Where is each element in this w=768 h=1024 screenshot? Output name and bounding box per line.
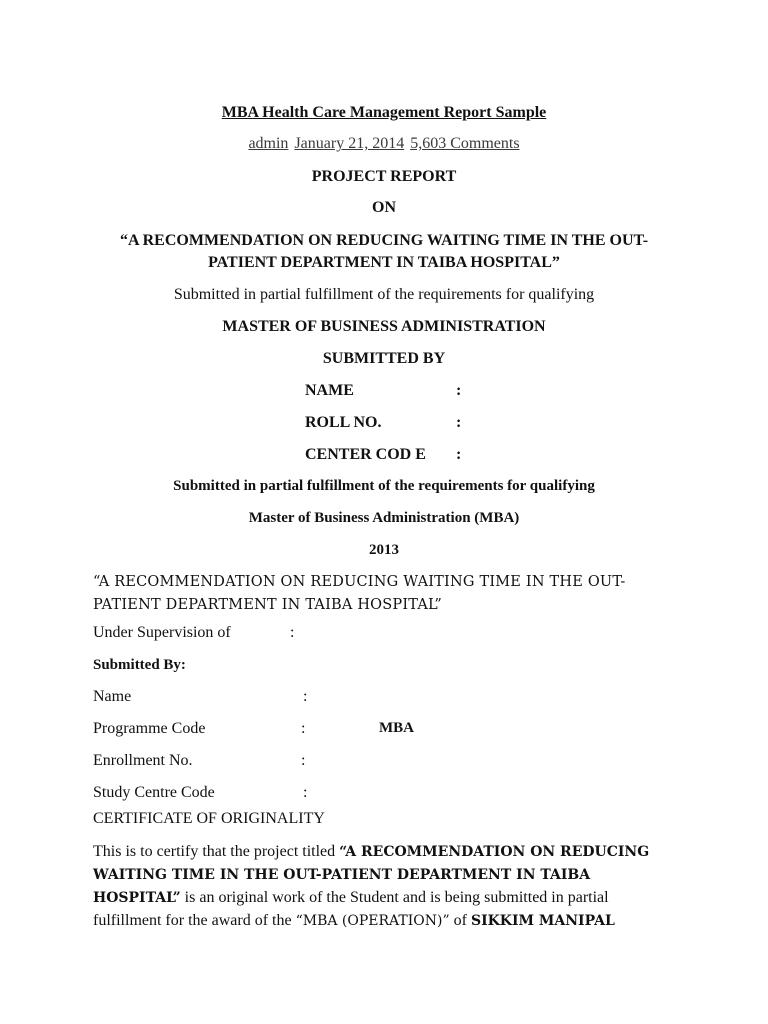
field-label: Study Centre Code [93,784,215,801]
field-label: ROLL NO. [305,414,382,431]
field-label: Enrollment No. [93,752,193,769]
cert-text: This is to certify that the project titled [93,843,340,860]
supervision-colon: : [290,624,295,641]
supervision-label: Under Supervision of [93,624,231,641]
cert-bold: WAITING TIME IN THE OUT-PATIENT DEPARTMENT IN TAIBA [93,867,591,883]
field-label: Name [93,688,132,705]
cert-bold: “A RECOMMENDATION ON REDUCING [339,844,650,860]
cert-text: of [449,912,471,929]
degree-heading: MASTER OF BUSINESS ADMINISTRATION [222,318,546,335]
cert-programme: “MBA (OPERATION)” [295,913,450,929]
second-title-line1: “A RECOMMENDATION ON REDUCING WAITING TIME IN THE OUT- [93,574,626,590]
cover-title-line1: “A RECOMMENDATION ON REDUCING WAITING TIME IN THE OUT- [119,232,649,249]
certificate-heading: CERTIFICATE OF ORIGINALITY [93,810,325,827]
certificate-line4 [93,912,693,930]
submitted-partial-bold: Submitted in partial fulfillment of the requirements for qualifying [173,478,595,494]
date-link[interactable]: January 21, 2014 [294,135,405,152]
comments-link[interactable]: 5,603 Comments [410,135,520,152]
field-colon: : [301,752,306,769]
field-colon: : [456,446,462,463]
project-report-heading: PROJECT REPORT [311,168,457,185]
certificate-line3 [93,889,693,907]
field-colon: : [456,382,462,399]
submitted-partial-text: Submitted in partial fulfillment of the requirements for qualifying [173,286,595,303]
on-heading: ON [372,199,396,216]
field-colon: : [301,720,306,737]
cert-bold: HOSPITAL” [93,890,181,906]
submitted-by-label: Submitted By: [93,657,186,673]
field-value: MBA [379,720,414,736]
certificate-line1 [93,843,693,861]
field-colon: : [303,688,308,705]
field-label: CENTER COD E [305,446,426,463]
degree-mba: Master of Business Administration (MBA) [248,510,520,526]
cert-text: is an original work of the Student and is being submitted in partial [180,889,609,906]
cover-title-line2: PATIENT DEPARTMENT IN TAIBA HOSPITAL” [208,254,560,271]
cert-text: fulfillment for the award of the [93,912,296,929]
submitted-by-heading: SUBMITTED BY [322,350,446,367]
cert-university: SIKKIM MANIPAL [470,913,615,929]
field-colon: : [303,784,308,801]
second-title-line2: PATIENT DEPARTMENT IN TAIBA HOSPITAL” [93,597,442,613]
field-label: NAME [305,382,354,399]
page-title: MBA Health Care Management Report Sample [221,104,547,121]
field-label: Programme Code [93,720,206,737]
post-meta [0,135,768,153]
author-link[interactable]: admin [248,135,289,152]
field-colon: : [456,414,462,431]
certificate-line2 [93,866,693,884]
year: 2013 [369,542,399,558]
